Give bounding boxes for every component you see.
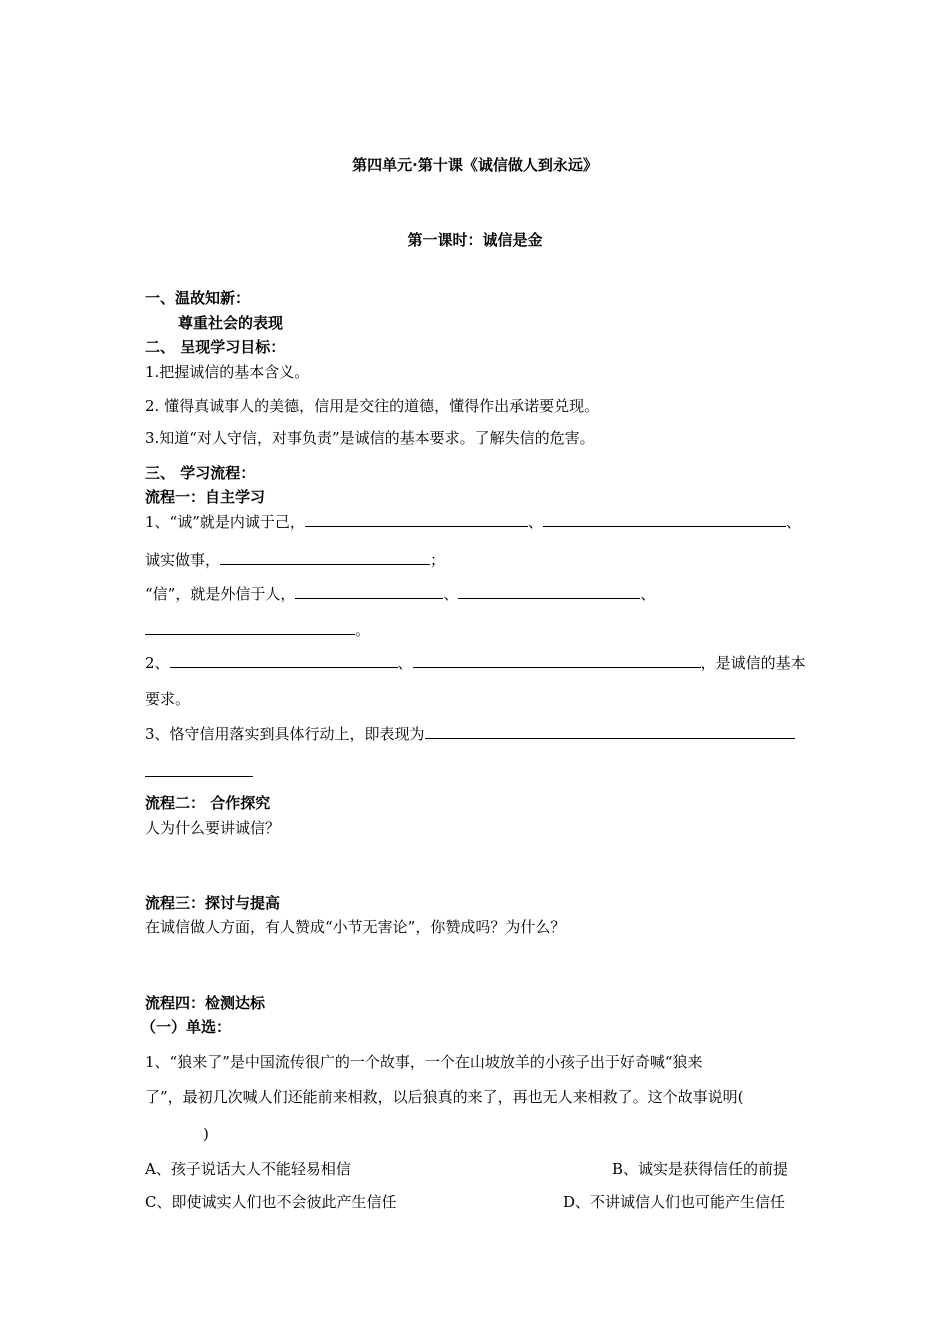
answer-blank[interactable] — [543, 512, 786, 527]
mcq-question-line-2: 了”，最初几次喊人们还能前来相救，以后狼真的来了，再也无人来相救了。这个故事说明( — [145, 1088, 744, 1106]
goal-item: 3.知道“对人守信，对事负责”是诚信的基本要求。了解失信的危害。 — [145, 429, 595, 447]
question-1-line-3 — [145, 584, 655, 604]
step3-heading: 流程三：探讨与提高 — [145, 894, 281, 912]
process-heading: 三、 学习流程： — [145, 464, 256, 482]
separator: 、 — [443, 585, 459, 603]
answer-blank[interactable] — [145, 776, 253, 777]
q3-text: 3、恪守信用落实到具体行动上，即表现为 — [145, 725, 425, 743]
review-heading: 一、温故知新： — [145, 289, 251, 307]
document-title: 第四单元·第十课《诚信做人到永远》 — [352, 156, 598, 174]
separator: 、 — [640, 585, 656, 603]
question-1-line-1 — [145, 512, 801, 532]
step2-heading: 流程二： 合作探究 — [145, 794, 271, 812]
answer-blank[interactable] — [305, 512, 528, 527]
lesson-subtitle: 第一课时：诚信是金 — [407, 231, 543, 249]
option-b: B、诚实是获得信任的前提 — [612, 1160, 789, 1178]
step2-question: 人为什么要讲诚信？ — [145, 819, 281, 837]
option-d: D、不讲诚信人们也可能产生信任 — [563, 1193, 786, 1211]
separator: 。 — [355, 621, 371, 639]
q2-text: ，是诚信的基本 — [700, 654, 806, 672]
question-2-line-1 — [145, 653, 806, 673]
goal-item: 1.把握诚信的基本含义。 — [145, 363, 310, 381]
answer-blank[interactable] — [295, 584, 443, 599]
mcq-question-line-3: ) — [203, 1125, 209, 1143]
question-1-line-4 — [145, 620, 370, 640]
question-1-line-2 — [145, 550, 445, 570]
goals-heading: 二、 呈现学习目标： — [145, 338, 286, 356]
separator: 、 — [785, 513, 801, 531]
step4-heading: 流程四：检测达标 — [145, 994, 266, 1012]
option-c: C、即使诚实人们也不会彼此产生信任 — [145, 1193, 397, 1211]
question-3-line-1 — [145, 724, 795, 744]
answer-blank[interactable] — [425, 724, 795, 739]
separator: ； — [430, 551, 446, 569]
separator: 、 — [397, 654, 413, 672]
step1-heading: 流程一：自主学习 — [145, 488, 266, 506]
q2-number: 2、 — [145, 654, 170, 672]
q1-text: 1、“诚”就是内诚于己， — [145, 513, 305, 531]
option-a: A、孩子说话大人不能轻易相信 — [145, 1160, 351, 1178]
question-2-line-2: 要求。 — [145, 690, 191, 708]
answer-blank[interactable] — [220, 550, 430, 565]
q1-text: 诚实做事， — [145, 551, 221, 569]
single-choice-heading: （一）单选： — [141, 1018, 232, 1036]
separator: 、 — [527, 513, 543, 531]
answer-blank[interactable] — [145, 620, 355, 635]
goal-item: 2. 懂得真诚事人的美德，信用是交往的道德，懂得作出承诺要兑现。 — [145, 397, 600, 415]
answer-blank[interactable] — [458, 584, 640, 599]
answer-blank[interactable] — [170, 653, 398, 668]
mcq-question-line-1: 1、“狼来了”是中国流传很广的一个故事，一个在山坡放羊的小孩子出于好奇喊“狼来 — [145, 1053, 703, 1071]
step3-question: 在诚信做人方面，有人赞成“小节无害论”，你赞成吗？为什么？ — [145, 918, 566, 936]
review-item: 尊重社会的表现 — [178, 314, 284, 332]
q1-text: “信”，就是外信于人， — [145, 585, 296, 603]
answer-blank[interactable] — [413, 653, 701, 668]
